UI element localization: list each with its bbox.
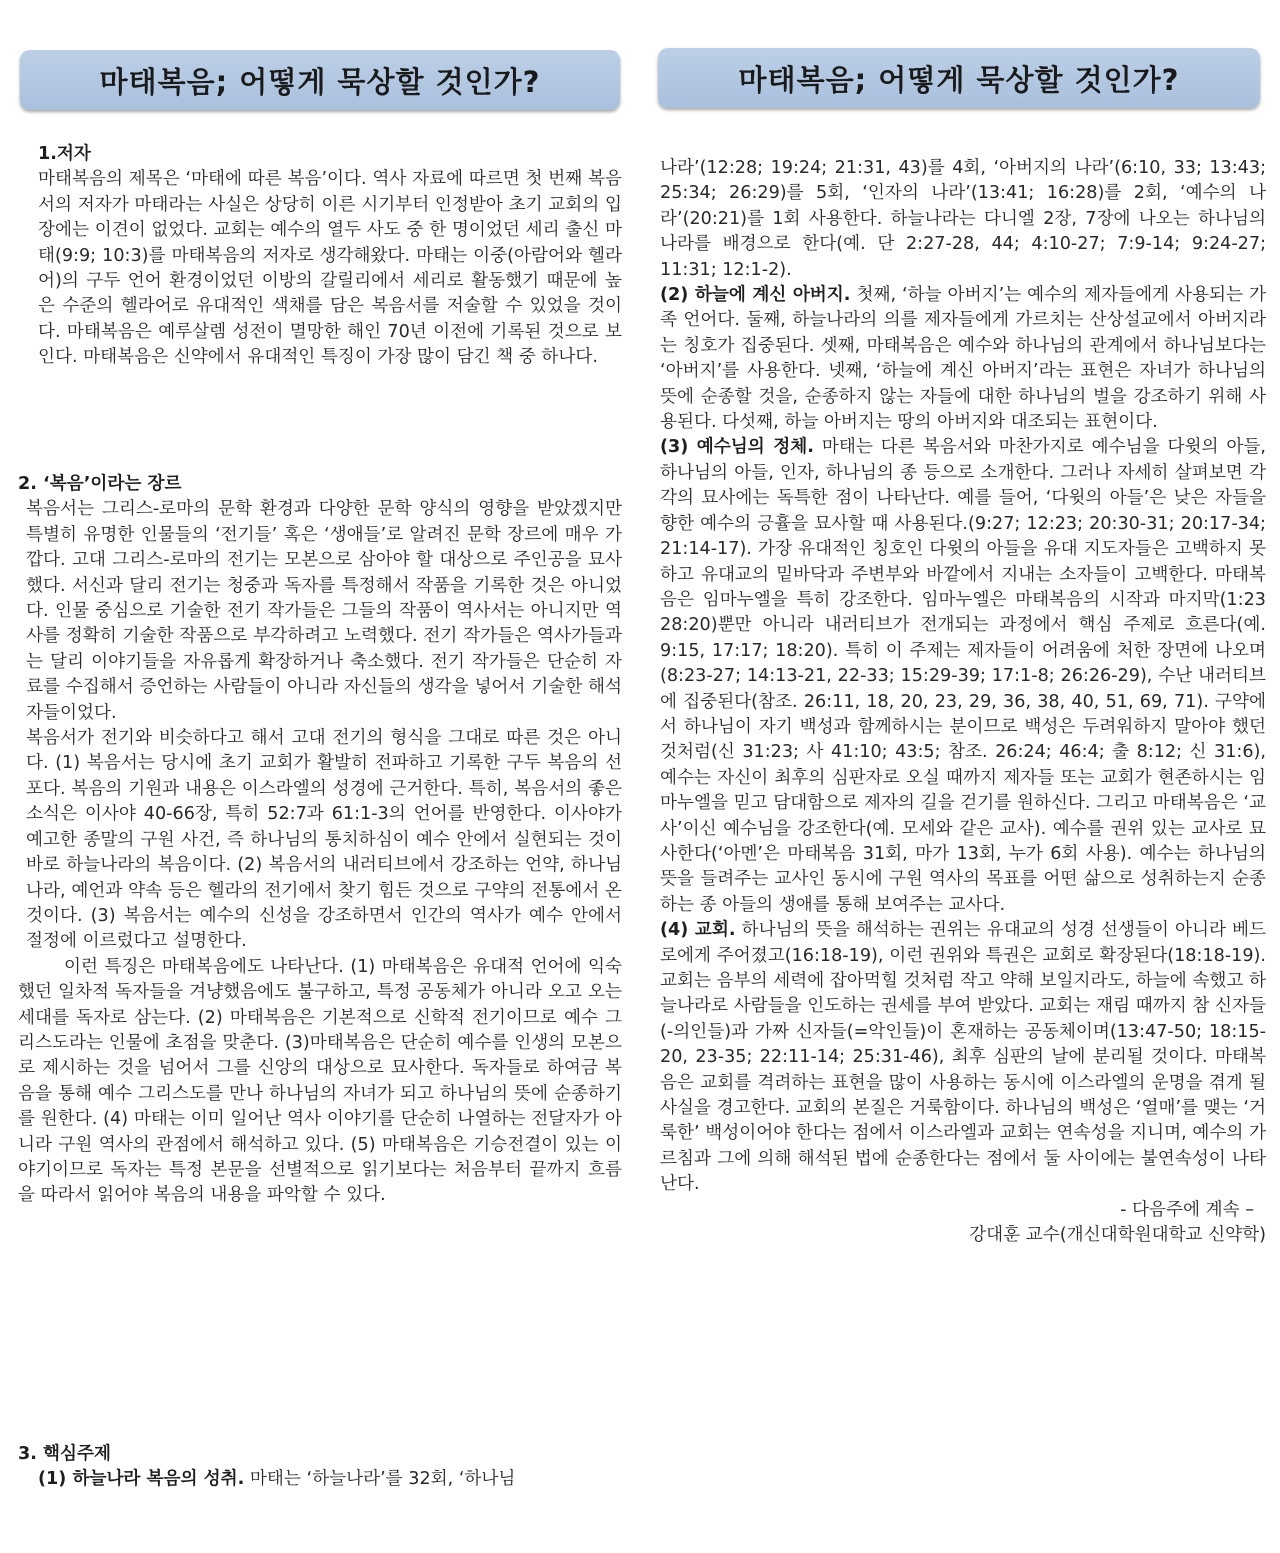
section-author [38,142,622,371]
paragraph-kingdom-cont: 나라’(12:28; 19:24; 21:31, 43)를 4회, ‘아버지의 나라’(6:10, 33; 13:43; 25:34; 26:29)를 5회, ‘인자의 나라’(13:41; 16:28)를 2회, ‘예수의 나라’(20:21)를 1회 사용한다. 하늘나라는 다니엘 2장, 7장에 나오는 하나님의 나라를 배경으로 한다(예. 단 2:27-28, 44; 4:10-27; 7:9-14; 9:24-27; 11:31; 12:1-2). [660,158,1266,280]
text-father: 첫째, ‘하늘 아버지’는 예수의 제자들에게 사용되는 가족 언어다. 둘째, 하늘나라의 의를 제자들에게 가르치는 산상설교에서 아버지라는 칭호가 집중된다. 셋째, 마태복음은 예수와 하나님의 관계에서 하나님보다는 ‘아버지’를 사용한다. 넷째, ‘하늘에 계신 아버지’라는 표현은 자녀가 하나님의 뜻에 순종할 것을, 순종하지 않는 자들에 대한 하나님의 벌을 강조하기 위해 사용된다. 다섯째, 하늘 아버지는 땅의 아버지와 대조되는 표현이다. [660,285,1266,433]
text-church: 하나님의 뜻을 해석하는 권위는 유대교의 성경 선생들이 아니라 베드로에게 주어졌고(16:18-19), 이런 권위와 특권은 교회로 확장된다(18:18-19). 교회는 음부의 세력에 잡아먹힐 것처럼 작고 약해 보일지라도, 하늘에 속했고 하늘나라로 사람들을 인도하는 권세를 부여 받았다. 교회는 재림 때까지 참 신자들(-의인들)과 가짜 신자들(=악인들)이 혼재하는 공동체이며(13:47-50; 18:15-20, 23-35; 22:11-14; 25:31-46), 최후 심판의 날에 분리될 것이다. 마태복음은 교회를 격려하는 표현을 많이 사용하는 동시에 이스라엘의 운명을 겪게 될 사실을 경고한다. 교회의 본질은 거룩함이다. 하나님의 백성은 ‘열매’를 맺는 ‘거룩한’ 백성이어야 한다는 점에서 이스라엘과 교회는 연속성을 지니며, 예수의 가르침과 그에 의해 해석된 법에 순종한다는 점에서 둘 사이에는 불연속성이 나타난다. [660,920,1266,1195]
paragraph-church [660,918,1266,1197]
section-heading-author: 1.저자 [38,144,91,164]
subheading-jesus-identity: (3) 예수님의 정체. [660,437,814,458]
text-kingdom: 마태는 ‘하늘나라’를 32회, ‘하나님 [244,1469,516,1490]
title-banner-left [20,50,620,110]
subheading-church: (4) 교회. [660,920,736,941]
author-credit: 강대훈 교수(개신대학원대학교 신약학) [969,1225,1266,1246]
paragraph-genre-1: 복음서는 그리스-로마의 문학 환경과 다양한 문학 양식의 영향을 받았겠지만 특별히 유명한 인물들의 ‘전기들’ 혹은 ‘생애들’로 알려진 문학 장르에 매우 가깝다. 고대 그리스-로마의 전기는 모본으로 삼아야 할 대상으로 주인공을 묘사했다. 서신과 달리 전기는 청중과 독자를 특정해서 작품을 기록한 것은 아니었다. 인물 중심으로 기술한 전기 작가들은 그들의 작품이 역사서는 아니지만 역사를 정확히 기술한 작품으로 부각하려고 노력했다. 전기 작가들은 역사가들과는 달리 이야기들을 자유롭게 확장하거나 축소했다. 전기 작가들은 단순히 자료를 수집해서 증언하는 사람들이 아니라 자신들의 생각을 넣어서 기술한 해석자들이었다. [26,499,622,723]
subheading-kingdom: (1) 하늘나라 복음의 성취. [38,1469,245,1490]
section-gospel-genre [18,472,622,1209]
section-core-themes [18,1442,618,1493]
paragraph-father [660,283,1266,435]
text-jesus-identity: 마태는 다른 복음서와 마찬가지로 예수님을 다윗의 아들, 하나님의 아들, 인자, 하나님의 종 등으로 소개한다. 그러나 자세히 살펴보면 각각의 묘사에는 독특한 점이 나타난다. 예를 들어, ‘다윗의 아들’은 낮은 자들을 향한 예수의 긍휼을 묘사할 때 사용된다.(9:27; 12:23; 20:30-31; 20:17-34; 21:14-17). 가장 유대적인 칭호인 다윗의 아들을 유대 지도자들은 고백하지 못하고 유대교의 밑바닥과 주변부와 바깥에서 지내는 소자들이 고백한다. 마태복음은 임마누엘을 특히 강조한다. 임마누엘은 마태복음의 시작과 마지막(1:23 28:20)뿐만 아니라 내러티브가 전개되는 과정에서 핵심 주제로 흐른다(예. 9:15, 17:17; 18:20). 특히 이 주제는 제자들이 어려움에 처한 장면에 나오며(8:23-27; 14:13-21, 22-33; 15:29-39; 17:1-8; 26:26-29), 수난 내러티브에 집중된다(참조. 26:11, 18, 20, 23, 29, 36, 38, 40, 51, 69, 71). 구약에서 하나님이 자기 백성과 함께하시는 분이므로 백성은 두려워하지 말아야 했던 것처럼(신 31:23; 사 41:10; 43:5; 참조. 26:24; 46:4; 출 8:12; 신 31:6), 예수는 자신이 최후의 심판자로 오실 때까지 제자들 또는 교회가 현존하시는 임마누엘을 믿고 담대함으로 제자의 길을 걷기를 원하신다. 그리고 마태복음은 ‘교사’이신 예수님을 강조한다(예. 모세와 같은 교사). 예수를 권위 있는 교사로 묘사한다(‘아멘’은 마태복음 31회, 마가 13회, 누가 6회 사용). 예수는 하나님의 뜻을 들려주는 교사인 동시에 구원 역사의 목표를 어떤 삶으로 성취하는지 순종하는 종 아들의 생애를 통해 보여주는 교사다. [660,437,1267,915]
paragraph-themes-1 [18,1467,618,1492]
paragraph-genre-2: 복음서가 전기와 비슷하다고 해서 고대 전기의 형식을 그대로 따른 것은 아니다. (1) 복음서는 당시에 초기 교회가 활발히 전파하고 기록한 구두 복음의 선포다. 복음의 기원과 내용은 이스라엘의 성경에 근거한다. 특히, 복음서의 좋은 소식은 이사야 40-66장, 특히 52:7과 61:1-3의 언어를 반영한다. 이사야가 예고한 종말의 구원 사건, 즉 하나님의 통치하심이 예수 안에서 실현되는 것이 바로 하늘나라의 복음이다. (2) 복음서의 내러티브에서 강조하는 언약, 하나님 나라, 예언과 약속 등은 헬라의 전기에서 찾기 힘든 것으로 구약의 전통에서 온 것이다. (3) 복음서는 예수의 신성을 강조하면서 인간의 역사가 예수 안에서 절정에 이르렀다고 설명한다. [26,728,622,952]
section-themes-continued [660,156,1266,1248]
banner-title: 마태복음; 어떻게 묵상할 것인가? [738,62,1180,97]
paragraph-jesus-identity [660,435,1266,918]
paragraph-author: 마태복음의 제목은 ‘마태에 따른 복음’이다. 역사 자료에 따르면 첫 번째 복음서의 저자가 마태라는 사실은 상당히 이른 시기부터 인정받아 초기 교회의 입장에는 이견이 없었다. 교회는 예수의 열두 사도 중 한 명이었던 세리 출신 마태(9:9; 10:3)를 마태복음의 저자로 생각해왔다. 마태는 이중(아람어와 헬라어)의 구두 언어 환경이었던 이방의 갈릴리에서 세리로 활동했기 때문에 높은 수준의 헬라어로 유대적인 색채를 담은 복음서를 저술할 수 있었을 것이다. 마태복음은 예루살렘 성전이 멸망한 해인 70년 이전에 기록된 것으로 보인다. 마태복음은 신약에서 유대적인 특징이 가장 많이 담긴 책 중 하나다. [38,169,622,368]
paragraph-genre-3: 이런 특징은 마태복음에도 나타난다. (1) 마태복음은 유대적 언어에 익숙했던 일차적 독자들을 겨냥했음에도 불구하고, 특정 공동체가 아니라 오고 오는 세대를 독자로 삼는다. (2) 마태복음은 기본적으로 신학적 전기이므로 예수 그리스도라는 인물에 초점을 맞춘다. (3)마태복음은 단순히 예수를 인생의 모본으로 제시하는 것을 넘어서 그를 신앙의 대상으로 묘사한다. 독자들로 하여금 복음을 통해 예수 그리스도를 만나 하나님의 자녀가 되고 하나님의 뜻에 순종하기를 원한다. (4) 마태는 이미 일어난 역사 이야기를 단순히 나열하는 전달자가 아니라 구원 역사의 관점에서 해석하고 있다. (5) 마태복음은 기승전결이 있는 이야기이므로 독자는 특정 본문을 선별적으로 읽기보다는 처음부터 끝까지 흐름을 따라서 읽어야 복음의 내용을 파악할 수 있다. [18,956,622,1206]
section-heading-themes: 3. 핵심주제 [18,1444,112,1464]
banner-title: 마태복음; 어떻게 묵상할 것인가? [99,64,541,99]
continued-note: - 다음주에 계속 – [1120,1199,1254,1220]
title-banner-right [658,48,1260,108]
subheading-father: (2) 하늘에 계신 아버지. [660,285,851,306]
section-heading-genre: 2. ‘복음’이라는 장르 [18,474,182,494]
